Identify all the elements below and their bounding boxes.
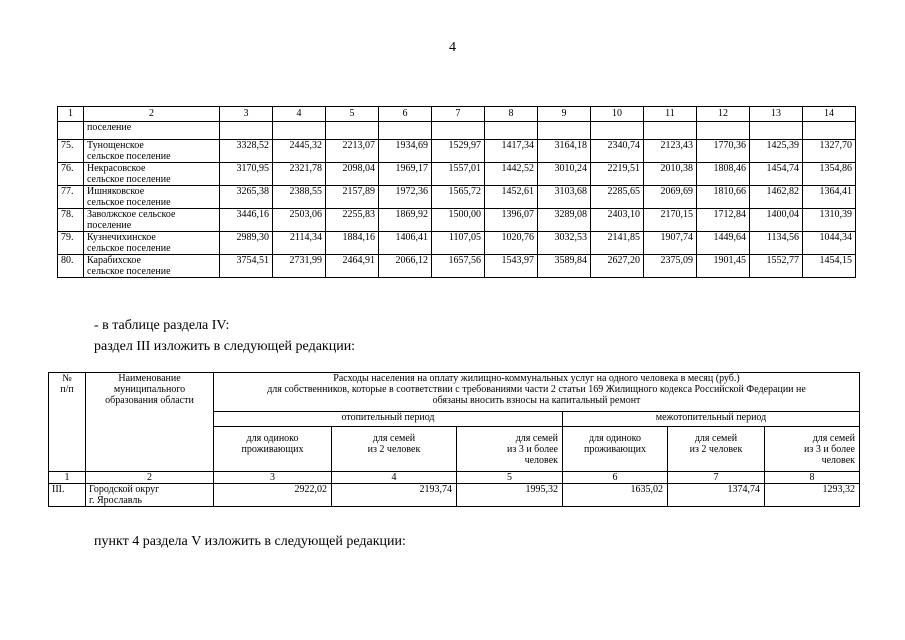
value-cell: 2627,20 — [591, 255, 644, 278]
value-cell: 1770,36 — [697, 140, 750, 163]
value-cell: 2255,83 — [326, 209, 379, 232]
value-cell: 1884,16 — [326, 232, 379, 255]
value-cell: 2114,34 — [273, 232, 326, 255]
col-header: 14 — [803, 107, 856, 122]
value-cell: 1310,39 — [803, 209, 856, 232]
value-cell: 3265,38 — [220, 186, 273, 209]
col-header: 5 — [326, 107, 379, 122]
row-number: III. — [49, 484, 86, 507]
municipality-name: Городской округ г. Ярославль — [86, 484, 214, 507]
col-header: 1 — [58, 107, 84, 122]
municipality-name: Карабихское сельское поселение — [84, 255, 220, 278]
value-cell: 2340,74 — [591, 140, 644, 163]
col-header: 2 — [84, 107, 220, 122]
value-cell: 1400,04 — [750, 209, 803, 232]
value-cell: 1374,74 — [668, 484, 765, 507]
value-cell: 1907,74 — [644, 232, 697, 255]
value-cell: 1327,70 — [803, 140, 856, 163]
column-number-row — [49, 472, 860, 484]
value-cell: 2922,02 — [214, 484, 332, 507]
value-cell: 1969,17 — [379, 163, 432, 186]
row-number: 80. — [58, 255, 84, 278]
value-cell: 2213,07 — [326, 140, 379, 163]
col-number: 6 — [563, 472, 668, 484]
value-cell: 2445,32 — [273, 140, 326, 163]
value-cell: 1995,32 — [457, 484, 563, 507]
header-number: № п/п — [49, 373, 86, 472]
value-cell: 1543,97 — [485, 255, 538, 278]
municipality-name: Тунощенское сельское поселение — [84, 140, 220, 163]
value-cell: 2285,65 — [591, 186, 644, 209]
subheader-family-2: для семей из 2 человек — [668, 427, 765, 472]
value-cell: 2219,51 — [591, 163, 644, 186]
row-number: 75. — [58, 140, 84, 163]
value-cell: 1020,76 — [485, 232, 538, 255]
row-number: 79. — [58, 232, 84, 255]
col-header: 7 — [432, 107, 485, 122]
table-row — [58, 255, 856, 278]
value-cell: 1364,41 — [803, 186, 856, 209]
value-cell: 1869,92 — [379, 209, 432, 232]
value-cell: 3589,84 — [538, 255, 591, 278]
col-header: 10 — [591, 107, 644, 122]
value-cell: 1500,00 — [432, 209, 485, 232]
value-cell: 1293,32 — [765, 484, 860, 507]
table-row — [58, 163, 856, 186]
value-cell: 3170,95 — [220, 163, 273, 186]
value-cell: 1529,97 — [432, 140, 485, 163]
value-cell: 3754,51 — [220, 255, 273, 278]
col-number: 4 — [332, 472, 457, 484]
col-number: 1 — [49, 472, 86, 484]
value-cell: 2170,15 — [644, 209, 697, 232]
table-section-iii — [48, 372, 860, 507]
subheader-single: для одиноко проживающих — [563, 427, 668, 472]
subheader-single: для одиноко проживающих — [214, 427, 332, 472]
value-cell: 1972,36 — [379, 186, 432, 209]
instruction-text: пункт 4 раздела V изложить в следующей редакции: — [94, 534, 406, 549]
col-number: 2 — [86, 472, 214, 484]
subheader-family-3plus: для семей из 3 и более человек — [765, 427, 860, 472]
value-cell: 1810,66 — [697, 186, 750, 209]
value-cell: 1442,52 — [485, 163, 538, 186]
header-nonheating-period: межотопительный период — [563, 412, 860, 427]
value-cell: 1712,84 — [697, 209, 750, 232]
value-cell: 2503,06 — [273, 209, 326, 232]
value-cell: 1452,61 — [485, 186, 538, 209]
col-header: 4 — [273, 107, 326, 122]
value-cell: 2066,12 — [379, 255, 432, 278]
row-number: 76. — [58, 163, 84, 186]
continuation-row — [58, 122, 856, 140]
value-cell: 1107,05 — [432, 232, 485, 255]
value-cell: 3010,24 — [538, 163, 591, 186]
municipality-name: поселение — [84, 122, 220, 140]
value-cell: 1901,45 — [697, 255, 750, 278]
col-number: 8 — [765, 472, 860, 484]
value-cell: 1635,02 — [563, 484, 668, 507]
col-number: 3 — [214, 472, 332, 484]
value-cell: 1425,39 — [750, 140, 803, 163]
col-header: 9 — [538, 107, 591, 122]
page-number: 4 — [449, 40, 456, 55]
subheader-family-3plus: для семей из 3 и более человек — [457, 427, 563, 472]
header-expenses: Расходы населения на оплату жилищно-коммунальных услуг на одного человека в месяц (руб.) для собственников, которые в соответствии с требованиями части 2 статьи 169 Жилищного кодекса Российской Федерации не обязаны вносить взносы на капитальный ремонт — [214, 373, 860, 412]
row-number: 78. — [58, 209, 84, 232]
value-cell: 1454,74 — [750, 163, 803, 186]
value-cell: 1462,82 — [750, 186, 803, 209]
value-cell: 1406,41 — [379, 232, 432, 255]
col-number: 5 — [457, 472, 563, 484]
value-cell: 2464,91 — [326, 255, 379, 278]
value-cell: 2375,09 — [644, 255, 697, 278]
header-row — [49, 373, 860, 412]
value-cell: 1934,69 — [379, 140, 432, 163]
col-header: 11 — [644, 107, 697, 122]
value-cell: 2321,78 — [273, 163, 326, 186]
subheader-family-2: для семей из 2 человек — [332, 427, 457, 472]
value-cell: 2141,85 — [591, 232, 644, 255]
col-header: 13 — [750, 107, 803, 122]
table-row — [58, 186, 856, 209]
value-cell: 3328,52 — [220, 140, 273, 163]
value-cell: 2098,04 — [326, 163, 379, 186]
column-number-row — [58, 107, 856, 122]
municipality-name: Некрасовское сельское поселение — [84, 163, 220, 186]
value-cell: 1808,46 — [697, 163, 750, 186]
value-cell: 3103,68 — [538, 186, 591, 209]
row-number: 77. — [58, 186, 84, 209]
col-number: 7 — [668, 472, 765, 484]
value-cell: 1657,56 — [432, 255, 485, 278]
value-cell: 3289,08 — [538, 209, 591, 232]
value-cell: 2403,10 — [591, 209, 644, 232]
table-row — [49, 484, 860, 507]
table-row — [58, 209, 856, 232]
header-heating-period: отопительный период — [214, 412, 563, 427]
table-row — [58, 232, 856, 255]
col-header: 8 — [485, 107, 538, 122]
value-cell: 1565,72 — [432, 186, 485, 209]
value-cell: 2388,55 — [273, 186, 326, 209]
value-cell: 1354,86 — [803, 163, 856, 186]
table-section-continuation — [57, 106, 856, 278]
value-cell: 1552,77 — [750, 255, 803, 278]
col-header: 6 — [379, 107, 432, 122]
instruction-text: - в таблице раздела IV: — [94, 318, 230, 333]
municipality-name: Ишняковское сельское поселение — [84, 186, 220, 209]
col-header: 3 — [220, 107, 273, 122]
value-cell: 1396,07 — [485, 209, 538, 232]
value-cell: 1454,15 — [803, 255, 856, 278]
municipality-name: Заволжское сельское поселение — [84, 209, 220, 232]
value-cell: 3032,53 — [538, 232, 591, 255]
municipality-name: Кузнечихинское сельское поселение — [84, 232, 220, 255]
value-cell: 2193,74 — [332, 484, 457, 507]
value-cell: 1557,01 — [432, 163, 485, 186]
table-row — [58, 140, 856, 163]
value-cell: 2123,43 — [644, 140, 697, 163]
value-cell: 1417,34 — [485, 140, 538, 163]
value-cell: 2157,89 — [326, 186, 379, 209]
value-cell: 1134,56 — [750, 232, 803, 255]
value-cell: 1044,34 — [803, 232, 856, 255]
col-header: 12 — [697, 107, 750, 122]
value-cell: 3164,18 — [538, 140, 591, 163]
value-cell: 2989,30 — [220, 232, 273, 255]
value-cell: 2731,99 — [273, 255, 326, 278]
instruction-text: раздел III изложить в следующей редакции: — [94, 339, 356, 354]
value-cell: 2010,38 — [644, 163, 697, 186]
header-municipality: Наименование муниципального образования области — [86, 373, 214, 472]
value-cell: 1449,64 — [697, 232, 750, 255]
value-cell: 2069,69 — [644, 186, 697, 209]
value-cell: 3446,16 — [220, 209, 273, 232]
